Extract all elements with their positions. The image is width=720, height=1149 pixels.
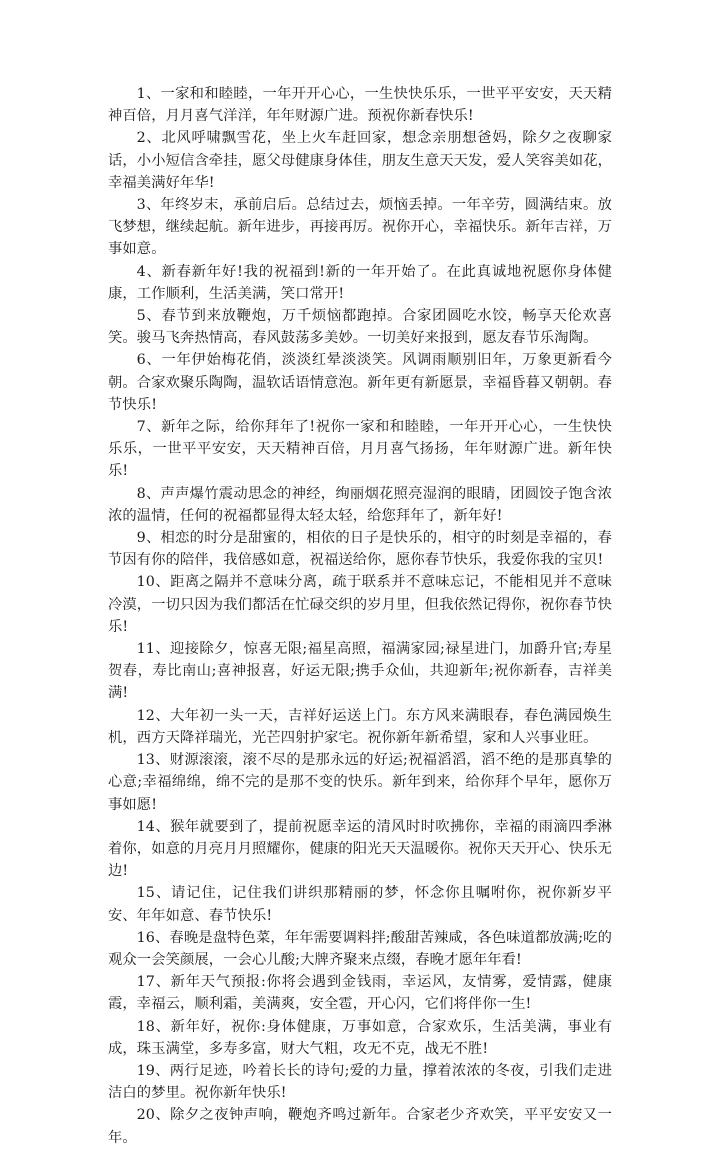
greeting-paragraph-18: 18、新年好，祝你:身体健康，万事如意，合家欢乐，生活美满，事业有成，珠玉满堂，多寿多富，财大气粗，攻无不克，战无不胜!	[108, 1018, 612, 1057]
greeting-paragraph-2: 2、北风呼啸飘雪花，坐上火车赶回家，想念亲朋想爸妈，除夕之夜聊家话，小小短信含牵挂，愿父母健康身体佳，朋友生意天天发，爱人笑容美如花，幸福美满好年华!	[108, 130, 612, 191]
greeting-paragraph-12: 12、大年初一头一天，吉祥好运送上门。东方风来满眼春，春色满园焕生机，西方天降祥瑞光，光芒四射护家宅。祝你新年新希望，家和人兴事业旺。	[108, 707, 612, 746]
greeting-paragraph-14: 14、猴年就要到了，提前祝愿幸运的清风时时吹拂你，幸福的雨滴四季淋着你，如意的月亮月月照耀你，健康的阳光天天温暖你。祝你天天开心、快乐无边!	[108, 818, 612, 880]
greeting-paragraph-16: 16、春晚是盘特色菜，年年需要调料拌;酸甜苦辣咸，各色味道都放满;吃的观众一会笑颜展，一会心儿酸;大牌齐聚来点缀，春晚才愿年年看!	[108, 929, 612, 968]
greeting-paragraph-10: 10、距离之隔并不意味分离，疏于联系并不意味忘记，不能相见并不意味冷漠，一切只因为我们都活在忙碌交织的岁月里，但我依然记得你，祝你春节快乐!	[108, 574, 612, 635]
greeting-paragraph-13: 13、财源滚滚，滚不尽的是那永远的好运;祝福滔滔，滔不绝的是那真挚的心意;幸福绵绵，绵不完的是那不变的快乐。新年到来，给你拜个早年，愿你万事如愿!	[108, 752, 612, 813]
greeting-paragraph-3: 3、年终岁末，承前启后。总结过去，烦恼丢掉。一年辛劳，圆满结束。放飞梦想，继续起航。新年进步，再接再厉。祝你开心，幸福快乐。新年吉祥，万事如意。	[108, 197, 612, 258]
greeting-paragraph-19: 19、两行足迹，吟着长长的诗句;爱的力量，撑着浓浓的冬夜，引我们走进洁白的梦里。祝你新年快乐!	[108, 1062, 612, 1102]
greeting-paragraph-8: 8、声声爆竹震动思念的神经，绚丽烟花照亮湿润的眼睛，团圆饺子饱含浓浓的温情，任何的祝福都显得太轻太轻，给您拜年了，新年好!	[108, 485, 612, 524]
greeting-paragraph-15: 15、请记住，记住我们讲织那精丽的梦，怀念你且嘱咐你，祝你新岁平安、年年如意、春节快乐!	[108, 885, 612, 924]
greeting-paragraph-17: 17、新年天气预报:你将会遇到金钱雨，幸运风，友情雾，爱情露，健康霞，幸福云，顺利霜，美满爽，安全雹，开心闪，它们将伴你一生!	[108, 974, 612, 1013]
greeting-paragraph-4: 4、新春新年好!我的祝福到!新的一年开始了。在此真诚地祝愿你身体健康，工作顺利，生活美满，笑口常开!	[108, 263, 612, 302]
greeting-paragraph-11: 11、迎接除夕，惊喜无限;福星高照，福满家园;禄星进门，加爵升官;寿星贺春，寿比南山;喜神报喜，好运无限;携手众仙，共迎新年;祝你新春，吉祥美满!	[108, 641, 612, 702]
greeting-paragraph-5: 5、春节到来放鞭炮，万千烦恼都跑掉。合家团圆吃水饺，畅享天伦欢喜笑。骏马飞奔热情高，春风鼓荡多美妙。一切美好来报到，愿友春节乐淘陶。	[108, 308, 612, 347]
greeting-paragraph-20: 20、除夕之夜钟声响，鞭炮齐鸣过新年。合家老少齐欢笑，平平安安又一年。	[108, 1107, 612, 1146]
greeting-paragraph-1: 1、一家和和睦睦，一年开开心心，一生快快乐乐，一世平平安安，天天精神百倍，月月喜气洋洋，年年财源广进。预祝你新春快乐!	[108, 86, 612, 125]
greeting-paragraph-6: 6、一年伊始梅花俏，淡淡红晕淡淡笑。风调雨顺别旧年，万象更新看今朝。合家欢聚乐陶陶，温软话语情意泡。新年更有新愿景，幸福昏暮又朝朝。春节快乐!	[108, 352, 612, 413]
greeting-paragraph-9: 9、相恋的时分是甜蜜的，相依的日子是快乐的，相守的时刻是幸福的，春节因有你的陪伴，我倍感如意，祝福送给你，愿你春节快乐，我爱你我的宝贝!	[108, 530, 612, 569]
greeting-paragraph-7: 7、新年之际，给你拜年了!祝你一家和和睦睦，一年开开心心，一生快快乐乐，一世平平安安，天天精神百倍，月月喜气扬扬，年年财源广进。新年快乐!	[108, 419, 612, 480]
